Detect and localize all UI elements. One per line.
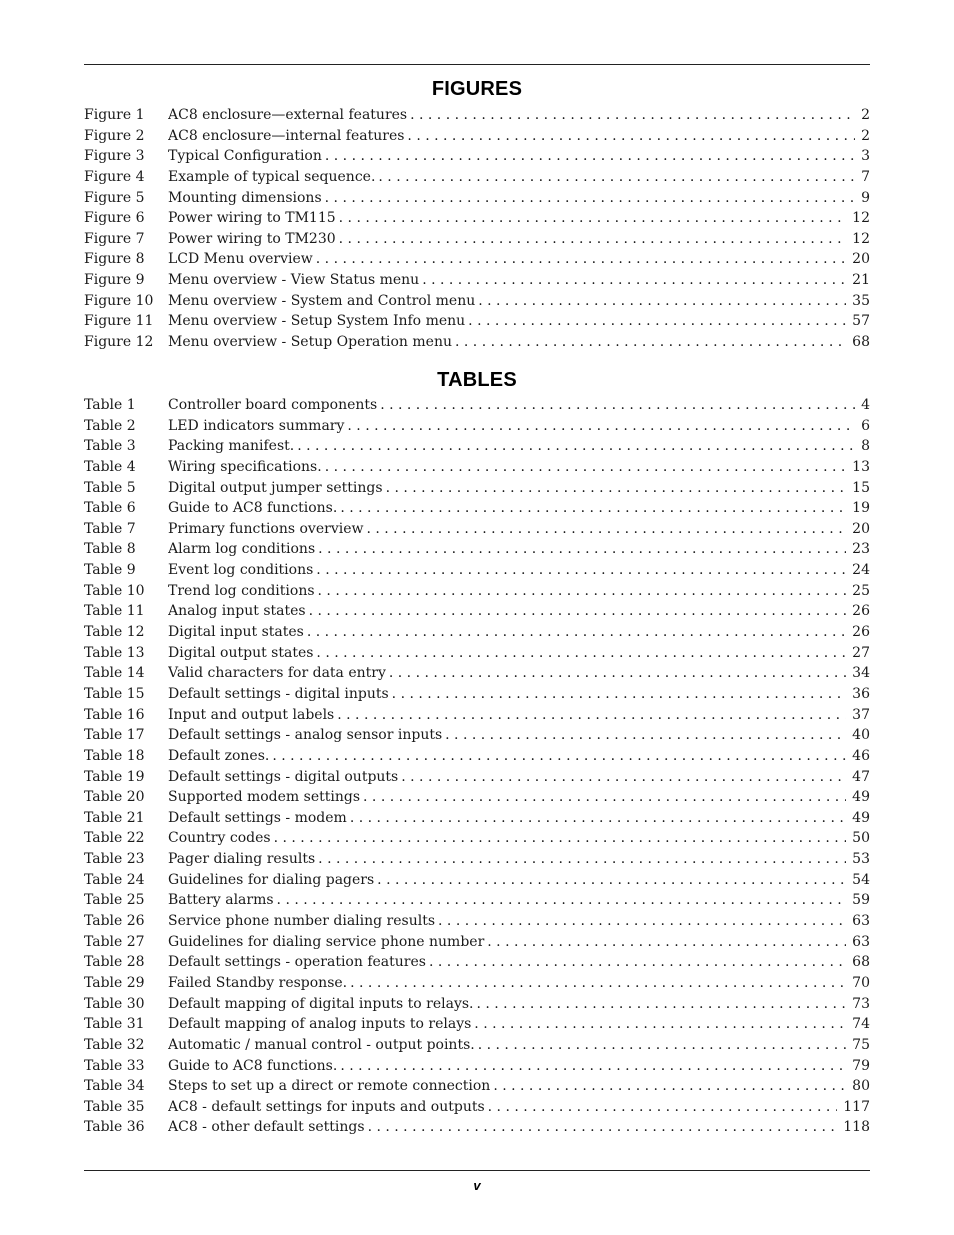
dot-leader: [297, 436, 855, 457]
toc-entry-page: 20: [852, 520, 870, 537]
toc-entry-title: Default mapping of digital inputs to relays.: [168, 995, 474, 1012]
toc-entry-body: [168, 787, 870, 808]
toc-entry-page: 73: [852, 995, 870, 1012]
toc-entry-page: 26: [852, 603, 870, 620]
dot-leader: [277, 890, 847, 911]
toc-entry-title: Digital output jumper settings: [168, 479, 383, 496]
toc-entry[interactable]: [84, 684, 870, 705]
toc-entry-title: Wiring specifications.: [168, 458, 322, 475]
toc-entry-body: [168, 1014, 870, 1035]
toc-entry-label: Table 18: [84, 747, 145, 764]
toc-entry[interactable]: [84, 478, 870, 499]
toc-entry-page: 20: [852, 251, 870, 268]
toc-entry-body: [168, 311, 870, 332]
toc-entry-label: Table 34: [84, 1078, 145, 1095]
toc-entry-body: [168, 539, 870, 560]
dot-leader: [339, 229, 847, 250]
toc-entry[interactable]: [84, 994, 870, 1015]
toc-entry-title: Menu overview - View Status menu: [168, 272, 420, 289]
toc-entry-page: 19: [852, 500, 870, 517]
toc-entry-label: Figure 6: [84, 210, 145, 227]
dot-leader: [337, 705, 846, 726]
toc-entry-body: [168, 643, 870, 664]
toc-entry-title: Menu overview - System and Control menu: [168, 292, 476, 309]
toc-entry-body: [168, 622, 870, 643]
toc-entry-page: 75: [852, 1036, 870, 1053]
toc-entry[interactable]: [84, 725, 870, 746]
toc-entry-body: [168, 725, 870, 746]
toc-entry-page: 54: [852, 871, 870, 888]
dot-leader: [455, 332, 846, 353]
toc-entry-label: Table 31: [84, 1016, 145, 1033]
toc-entry[interactable]: [84, 849, 870, 870]
toc-entry-body: [168, 932, 870, 953]
toc-entry-body: [168, 952, 870, 973]
toc-entry[interactable]: [84, 1035, 870, 1056]
dot-leader: [377, 870, 846, 891]
toc-entry-title: Trend log conditions: [168, 582, 315, 599]
toc-entry[interactable]: [84, 787, 870, 808]
toc-entry-page: 12: [852, 210, 870, 227]
toc-entry-label: Figure 9: [84, 272, 145, 289]
toc-entry-page: 118: [843, 1119, 870, 1136]
toc-entry[interactable]: [84, 1076, 870, 1097]
toc-entry-page: 63: [852, 933, 870, 950]
toc-entry-title: AC8 enclosure—internal features: [168, 127, 405, 144]
toc-entry-label: Figure 1: [84, 107, 145, 123]
toc-entry-body: [168, 849, 870, 870]
toc-entry-label: Figure 11: [84, 313, 154, 330]
toc-entry-title: Steps to set up a direct or remote connection: [168, 1078, 491, 1095]
toc-entry-page: 2: [861, 127, 870, 144]
toc-entry-title: Guidelines for dialing pagers: [168, 871, 375, 888]
figures-list: [84, 105, 870, 353]
toc-entry-label: Table 22: [84, 830, 145, 847]
toc-entry[interactable]: [84, 249, 870, 270]
footer-rule: [84, 1170, 870, 1171]
toc-entry[interactable]: [84, 622, 870, 643]
toc-entry-label: Table 19: [84, 768, 145, 785]
toc-entry-title: Default zones.: [168, 747, 270, 764]
dot-leader: [272, 746, 846, 767]
dot-leader: [325, 188, 855, 209]
toc-entry-label: Table 17: [84, 727, 145, 744]
toc-entry-title: Menu overview - Setup Operation menu: [168, 334, 452, 351]
toc-entry-label: Table 26: [84, 913, 145, 930]
toc-entry[interactable]: [84, 126, 870, 147]
toc-entry-title: Input and output labels: [168, 706, 335, 723]
toc-entry-label: Table 9: [84, 562, 136, 579]
toc-entry[interactable]: [84, 705, 870, 726]
toc-entry-body: [168, 208, 870, 229]
toc-entry-title: Packing manifest.: [168, 438, 295, 455]
toc-entry-body: [168, 890, 870, 911]
toc-entry[interactable]: [84, 291, 870, 312]
toc-entry[interactable]: [84, 395, 870, 416]
toc-entry-title: AC8 enclosure—external features: [168, 107, 408, 123]
toc-entry-page: 23: [852, 541, 870, 558]
dot-leader: [445, 725, 846, 746]
toc-entry-label: Table 33: [84, 1057, 145, 1074]
dot-leader: [318, 849, 846, 870]
toc-entry-label: Table 25: [84, 892, 145, 909]
dot-leader: [316, 249, 846, 270]
toc-entry[interactable]: [84, 1097, 870, 1118]
dot-leader: [386, 478, 847, 499]
toc-entry-title: Automatic / manual control - output points.: [168, 1036, 475, 1053]
toc-entry-body: [168, 828, 870, 849]
toc-entry-page: 70: [852, 974, 870, 991]
toc-entry-label: Table 1: [84, 397, 136, 413]
toc-entry-title: Typical Configuration: [168, 148, 322, 165]
toc-entry[interactable]: [84, 973, 870, 994]
toc-entry[interactable]: [84, 105, 870, 126]
toc-entry-body: [168, 1076, 870, 1097]
dot-leader: [478, 1035, 846, 1056]
toc-entry-label: Table 32: [84, 1036, 145, 1053]
toc-entry-page: 34: [852, 665, 870, 682]
toc-entry[interactable]: [84, 870, 870, 891]
toc-entry-label: Table 14: [84, 665, 145, 682]
toc-entry-body: [168, 249, 870, 270]
toc-entry[interactable]: [84, 1056, 870, 1077]
toc-entry-page: 47: [852, 768, 870, 785]
toc-entry[interactable]: [84, 581, 870, 602]
toc-entry-label: Table 2: [84, 417, 136, 434]
toc-entry-label: Table 7: [84, 520, 136, 537]
dot-leader: [325, 146, 855, 167]
dot-leader: [389, 663, 846, 684]
toc-entry-body: [168, 188, 870, 209]
toc-entry-body: [168, 167, 870, 188]
toc-entry-label: Table 27: [84, 933, 145, 950]
toc-entry-label: Table 30: [84, 995, 145, 1012]
dot-leader: [488, 1097, 838, 1118]
toc-entry[interactable]: [84, 601, 870, 622]
toc-entry-body: [168, 126, 870, 147]
toc-entry-label: Table 8: [84, 541, 136, 558]
toc-entry-title: Battery alarms: [168, 892, 274, 909]
toc-entry-page: 50: [852, 830, 870, 847]
dot-leader: [363, 787, 846, 808]
dot-leader: [307, 622, 846, 643]
dot-leader: [474, 1014, 846, 1035]
toc-entry-page: 36: [852, 685, 870, 702]
toc-entry-label: Table 35: [84, 1098, 145, 1115]
dot-leader: [493, 1076, 846, 1097]
toc-entry[interactable]: [84, 890, 870, 911]
dot-leader: [350, 808, 846, 829]
toc-entry-page: 80: [852, 1078, 870, 1095]
toc-entry-title: Guide to AC8 functions.: [168, 500, 338, 517]
toc-entry-page: 35: [852, 292, 870, 309]
dot-leader: [325, 457, 846, 478]
toc-entry-title: Default settings - digital outputs: [168, 768, 399, 785]
toc-entry-label: Table 5: [84, 479, 136, 496]
toc-entry-page: 59: [852, 892, 870, 909]
toc-entry-page: 25: [852, 582, 870, 599]
toc-entry-body: [168, 436, 870, 457]
toc-entry[interactable]: [84, 932, 870, 953]
toc-entry[interactable]: [84, 746, 870, 767]
toc-entry-title: Alarm log conditions: [168, 541, 316, 558]
dot-leader: [478, 291, 846, 312]
toc-entry-title: Menu overview - Setup System Info menu: [168, 313, 466, 330]
toc-entry-title: Digital output states: [168, 644, 314, 661]
toc-entry-label: Table 21: [84, 809, 145, 826]
dot-leader: [392, 684, 847, 705]
toc-entry[interactable]: [84, 146, 870, 167]
toc-entry-body: [168, 746, 870, 767]
dot-leader: [410, 105, 855, 126]
toc-entry[interactable]: [84, 1117, 870, 1138]
toc-entry-body: [168, 291, 870, 312]
toc-entry-title: Primary functions overview: [168, 520, 364, 537]
toc-entry[interactable]: [84, 332, 870, 353]
toc-entry[interactable]: [84, 167, 870, 188]
toc-entry-label: Table 16: [84, 706, 145, 723]
toc-entry-page: 53: [852, 851, 870, 868]
figures-heading: FIGURES: [431, 78, 523, 100]
toc-entry-body: [168, 416, 870, 437]
toc-entry[interactable]: [84, 188, 870, 209]
toc-entry-page: 63: [852, 913, 870, 930]
toc-entry-title: Power wiring to TM230: [168, 230, 336, 247]
toc-entry-body: [168, 457, 870, 478]
toc-entry-label: Table 29: [84, 974, 145, 991]
dot-leader: [422, 270, 846, 291]
toc-entry-title: LCD Menu overview: [168, 251, 313, 268]
toc-entry-title: Default settings - digital inputs: [168, 685, 389, 702]
dot-leader: [318, 539, 846, 560]
dot-leader: [407, 126, 855, 147]
dot-leader: [350, 973, 846, 994]
toc-entry-title: Guidelines for dialing service phone number: [168, 933, 485, 950]
toc-entry-label: Figure 10: [84, 292, 154, 309]
toc-entry-title: AC8 - other default settings: [168, 1119, 365, 1136]
toc-entry-body: [168, 560, 870, 581]
toc-entry[interactable]: [84, 952, 870, 973]
toc-entry-title: Controller board components: [168, 397, 378, 413]
toc-entry-label: Figure 3: [84, 148, 145, 165]
toc-entry[interactable]: [84, 539, 870, 560]
dot-leader: [316, 560, 846, 581]
toc-entry[interactable]: [84, 828, 870, 849]
dot-leader: [274, 828, 847, 849]
dot-leader: [401, 767, 846, 788]
toc-entry-title: Default settings - modem: [168, 809, 347, 826]
toc-entry-body: [168, 994, 870, 1015]
dot-leader: [316, 643, 846, 664]
toc-entry[interactable]: [84, 436, 870, 457]
toc-entry-page: 40: [852, 727, 870, 744]
toc-entry-title: Mounting dimensions: [168, 189, 322, 206]
toc-entry[interactable]: [84, 1014, 870, 1035]
toc-entry-page: 74: [852, 1016, 870, 1033]
toc-entry-label: Table 4: [84, 458, 136, 475]
toc-entry-body: [168, 270, 870, 291]
toc-entry-label: Table 13: [84, 644, 145, 661]
toc-entry-body: [168, 332, 870, 353]
toc-entry-page: 57: [852, 313, 870, 330]
toc-entry-body: [168, 1056, 870, 1077]
toc-entry-body: [168, 1035, 870, 1056]
toc-entry-title: Default settings - analog sensor inputs: [168, 727, 443, 744]
toc-entry-title: Failed Standby response.: [168, 974, 348, 991]
toc-entry-label: Table 10: [84, 582, 145, 599]
toc-entry-page: 117: [843, 1098, 870, 1115]
toc-entry-label: Table 6: [84, 500, 136, 517]
toc-entry-title: AC8 - default settings for inputs and outputs: [168, 1098, 485, 1115]
toc-entry-page: 68: [852, 954, 870, 971]
toc-entry-label: Table 12: [84, 624, 145, 641]
toc-entry-title: Default mapping of analog inputs to relays: [168, 1016, 472, 1033]
toc-entry-body: [168, 767, 870, 788]
dot-leader: [378, 167, 855, 188]
toc-entry-label: Table 36: [84, 1119, 145, 1136]
toc-entry-title: Service phone number dialing results: [168, 913, 436, 930]
toc-entry-title: Event log conditions: [168, 562, 314, 579]
toc-entry-page: 26: [852, 624, 870, 641]
tables-heading: TABLES: [437, 369, 517, 391]
toc-entry-body: [168, 973, 870, 994]
dot-leader: [476, 994, 846, 1015]
toc-entry[interactable]: [84, 911, 870, 932]
toc-entry-title: Default settings - operation features: [168, 954, 426, 971]
toc-entry-label: Table 23: [84, 851, 145, 868]
toc-entry-page: 24: [852, 562, 870, 579]
toc-entry-body: [168, 601, 870, 622]
toc-entry-title: Valid characters for data entry: [168, 665, 386, 682]
toc-entry-body: [168, 229, 870, 250]
toc-entry[interactable]: [84, 498, 870, 519]
toc-entry-title: Analog input states: [168, 603, 306, 620]
toc-entry-page: 6: [861, 417, 870, 434]
toc-entry-label: Figure 12: [84, 334, 154, 351]
toc-entry-title: LED indicators summary: [168, 417, 345, 434]
toc-entry-page: 4: [861, 397, 870, 413]
toc-entry[interactable]: [84, 208, 870, 229]
toc-entry-page: 8: [861, 438, 870, 455]
toc-entry-page: 37: [852, 706, 870, 723]
toc-entry-label: Figure 8: [84, 251, 145, 268]
toc-entry[interactable]: [84, 643, 870, 664]
dot-leader: [309, 601, 847, 622]
dot-leader: [487, 932, 846, 953]
toc-entry-body: [168, 1117, 870, 1138]
toc-entry-label: Table 20: [84, 789, 145, 806]
toc-entry-page: 49: [852, 789, 870, 806]
toc-entry-page: 12: [852, 230, 870, 247]
dot-leader: [340, 498, 846, 519]
toc-entry-label: Figure 2: [84, 127, 145, 144]
toc-entry-body: [168, 478, 870, 499]
toc-entry[interactable]: [84, 560, 870, 581]
toc-entry-body: [168, 519, 870, 540]
toc-entry-page: 7: [861, 168, 870, 185]
toc-entry-page: 49: [852, 809, 870, 826]
toc-entry-title: Digital input states: [168, 624, 304, 641]
toc-entry-body: [168, 105, 870, 126]
toc-entry-page: 15: [852, 479, 870, 496]
toc-entry-body: [168, 911, 870, 932]
toc-entry-page: 9: [861, 189, 870, 206]
toc-entry-title: Guide to AC8 functions.: [168, 1057, 338, 1074]
toc-entry-label: Table 11: [84, 603, 145, 620]
toc-entry[interactable]: [84, 270, 870, 291]
toc-entry-page: 2: [861, 107, 870, 123]
toc-entry-page: 3: [861, 148, 870, 165]
dot-leader: [318, 581, 847, 602]
toc-entry-title: Example of typical sequence.: [168, 168, 376, 185]
toc-entry[interactable]: [84, 229, 870, 250]
toc-entry-body: [168, 684, 870, 705]
toc-entry-body: [168, 705, 870, 726]
dot-leader: [368, 1117, 838, 1138]
toc-entry-title: Power wiring to TM115: [168, 210, 336, 227]
toc-entry[interactable]: [84, 457, 870, 478]
page-number: v: [473, 1178, 481, 1193]
toc-entry-body: [168, 498, 870, 519]
dot-leader: [468, 311, 846, 332]
toc-entry-body: [168, 1097, 870, 1118]
toc-entry-title: Pager dialing results: [168, 851, 316, 868]
toc-entry-label: Figure 5: [84, 189, 145, 206]
toc-entry-page: 46: [852, 747, 870, 764]
toc-entry-title: Country codes: [168, 830, 271, 847]
toc-entry-body: [168, 581, 870, 602]
toc-entry-page: 68: [852, 334, 870, 351]
toc-entry-body: [168, 808, 870, 829]
toc-entry[interactable]: [84, 519, 870, 540]
toc-entry-body: [168, 146, 870, 167]
toc-entry-label: Table 24: [84, 871, 145, 888]
toc-entry-page: 13: [852, 458, 870, 475]
toc-entry[interactable]: [84, 808, 870, 829]
dot-leader: [339, 208, 847, 229]
header-rule: [84, 64, 870, 65]
dot-leader: [366, 519, 846, 540]
toc-entry-page: 27: [852, 644, 870, 661]
tables-list: [84, 395, 870, 1138]
toc-entry-label: Table 28: [84, 954, 145, 971]
dot-leader: [438, 911, 846, 932]
toc-entry-label: Table 15: [84, 685, 145, 702]
toc-entry-label: Table 3: [84, 438, 136, 455]
toc-entry-page: 21: [852, 272, 870, 289]
dot-leader: [340, 1056, 846, 1077]
toc-entry-label: Figure 4: [84, 168, 145, 185]
toc-entry-body: [168, 870, 870, 891]
dot-leader: [380, 395, 855, 416]
dot-leader: [429, 952, 846, 973]
toc-entry[interactable]: [84, 311, 870, 332]
toc-entry[interactable]: [84, 663, 870, 684]
toc-entry-body: [168, 663, 870, 684]
toc-entry-label: Figure 7: [84, 230, 145, 247]
toc-entry-page: 79: [852, 1057, 870, 1074]
toc-entry-body: [168, 395, 870, 416]
toc-entry[interactable]: [84, 767, 870, 788]
toc-entry-title: Supported modem settings: [168, 789, 361, 806]
dot-leader: [347, 416, 855, 437]
toc-entry[interactable]: [84, 416, 870, 437]
